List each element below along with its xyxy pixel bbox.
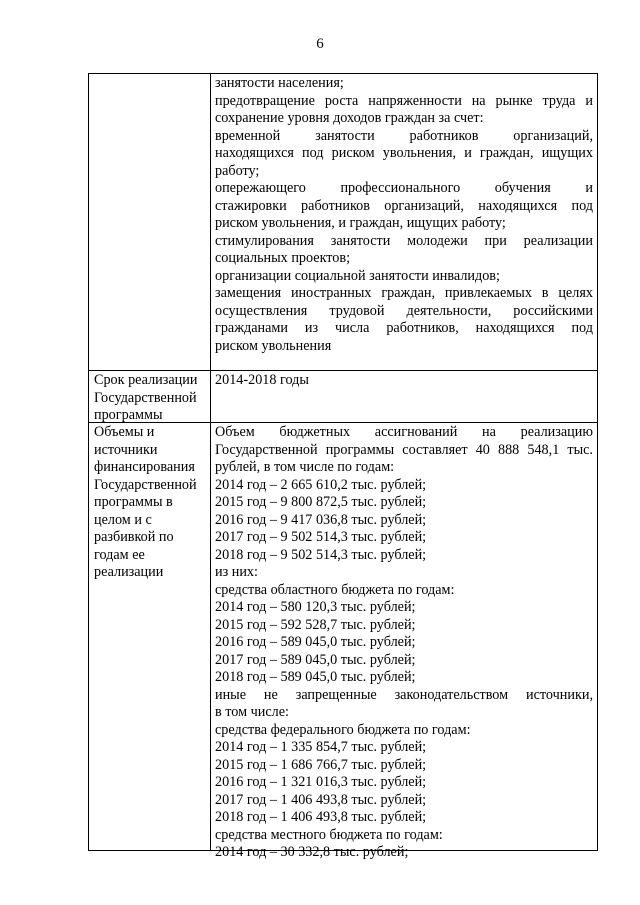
word: ищущих bbox=[541, 145, 593, 161]
word: временной bbox=[215, 127, 281, 144]
page-number: 6 bbox=[316, 36, 324, 52]
word: стимулирования bbox=[215, 232, 314, 249]
word: находящихся bbox=[475, 320, 555, 336]
word: составляет bbox=[402, 441, 468, 458]
word: гражданами bbox=[215, 320, 288, 336]
word: тыс. bbox=[567, 441, 593, 458]
word: не bbox=[263, 686, 278, 703]
word: трудовой bbox=[329, 302, 385, 319]
word: числа bbox=[335, 320, 370, 336]
text-line: риском увольнения bbox=[215, 337, 332, 354]
word: под bbox=[302, 145, 324, 161]
word: на bbox=[471, 92, 486, 109]
column-divider bbox=[210, 74, 211, 850]
label-line: разбивкой по bbox=[94, 529, 174, 545]
word: профессионального bbox=[340, 180, 461, 196]
text-line bbox=[215, 128, 593, 146]
row2-label-cell bbox=[94, 372, 209, 425]
text-line: сохранение уровня доходов граждан за счет: bbox=[215, 110, 484, 126]
word: работников, bbox=[386, 320, 459, 336]
passport-table bbox=[88, 73, 598, 860]
word: законодательством bbox=[394, 686, 509, 703]
label-line: целом и с bbox=[94, 511, 152, 528]
label-line: программы в bbox=[94, 494, 173, 510]
label-line: Срок реализации bbox=[94, 372, 198, 388]
text-line: 2014 год – 2 665 610,2 тыс. рублей; bbox=[215, 476, 427, 493]
word: граждан, bbox=[479, 145, 534, 161]
word: рынке bbox=[495, 92, 533, 109]
label-line: реализации bbox=[94, 564, 164, 580]
word: стажировки bbox=[215, 197, 287, 214]
text-line: 2015 год – 592 528,7 тыс. рублей; bbox=[215, 616, 416, 633]
text-line bbox=[215, 303, 593, 321]
word: роста bbox=[324, 92, 359, 109]
text-line bbox=[215, 687, 593, 705]
text-line bbox=[215, 198, 593, 216]
text-line: 2014-2018 годы bbox=[215, 372, 309, 388]
label-line: годам ее bbox=[94, 546, 145, 563]
text-line: из них: bbox=[215, 564, 258, 580]
text-line bbox=[215, 93, 593, 111]
text-line: 2017 год – 9 502 514,3 тыс. рублей; bbox=[215, 529, 427, 545]
word: организаций, bbox=[513, 127, 593, 144]
word: деятельности, bbox=[406, 302, 492, 319]
word: напряженности bbox=[368, 92, 462, 109]
text-line: 2016 год – 1 321 016,3 тыс. рублей; bbox=[215, 774, 427, 790]
word: в bbox=[541, 285, 549, 301]
word: и bbox=[464, 145, 472, 161]
word: запрещенные bbox=[295, 686, 377, 703]
text-line: организации социальной занятости инвалидов; bbox=[215, 267, 500, 284]
word: организаций, bbox=[384, 197, 464, 214]
text-line bbox=[215, 320, 593, 338]
word: обучения bbox=[494, 180, 551, 196]
text-line bbox=[215, 180, 593, 198]
row2-value-cell bbox=[215, 372, 593, 390]
text-line: 2017 год – 589 045,0 тыс. рублей; bbox=[215, 651, 416, 668]
row3-label-cell bbox=[94, 424, 209, 582]
word: находящихся bbox=[478, 197, 558, 214]
text-line: в том числе: bbox=[215, 704, 289, 720]
word: бюджетных bbox=[279, 424, 351, 440]
word: занятости bbox=[330, 232, 391, 249]
word: занятости bbox=[315, 127, 375, 144]
word: реализацию bbox=[520, 424, 593, 440]
word: Государственной bbox=[215, 441, 318, 458]
text-line: 2014 год – 1 335 854,7 тыс. рублей; bbox=[215, 739, 427, 755]
word: увольнения, bbox=[382, 145, 457, 161]
word: целях bbox=[558, 285, 593, 301]
word: находящихся bbox=[215, 145, 294, 161]
word: предотвращение bbox=[215, 92, 315, 109]
label-line: Государственной bbox=[94, 389, 197, 406]
word: граждан, bbox=[381, 285, 436, 301]
text-line bbox=[215, 233, 593, 251]
text-line bbox=[215, 442, 593, 460]
text-line: 2017 год – 1 406 493,8 тыс. рублей; bbox=[215, 791, 427, 808]
word: под bbox=[571, 320, 593, 336]
label-line: источники bbox=[94, 441, 158, 458]
label-line: Объемы и bbox=[94, 424, 155, 440]
word: Объем bbox=[215, 424, 255, 440]
word: 888 bbox=[497, 441, 520, 458]
text-line: 2018 год – 1 406 493,8 тыс. рублей; bbox=[215, 809, 427, 825]
row-divider bbox=[89, 370, 597, 371]
text-line: социальных проектов; bbox=[215, 250, 351, 266]
word: опережающего bbox=[215, 180, 306, 196]
word: привлекаемых bbox=[444, 285, 532, 301]
word: ассигнований bbox=[374, 424, 458, 440]
word: реализации bbox=[523, 232, 593, 249]
word: работников bbox=[409, 127, 479, 144]
text-line: средства федерального бюджета по годам: bbox=[215, 721, 471, 738]
text-line: 2015 год – 1 686 766,7 тыс. рублей; bbox=[215, 756, 427, 773]
text-line: риском увольнения, и граждан, ищущих работу; bbox=[215, 215, 506, 231]
text-line bbox=[215, 424, 593, 442]
text-line: работу; bbox=[215, 162, 260, 179]
text-line: 2018 год – 589 045,0 тыс. рублей; bbox=[215, 669, 416, 685]
text-line: 2016 год – 9 417 036,8 тыс. рублей; bbox=[215, 511, 427, 528]
word: программы bbox=[325, 441, 395, 458]
word: на bbox=[482, 424, 496, 440]
text-line: 2018 год – 9 502 514,3 тыс. рублей; bbox=[215, 546, 427, 563]
word: и bbox=[585, 92, 593, 109]
label-line: Государственной bbox=[94, 476, 197, 493]
text-line: 2015 год – 9 800 872,5 тыс. рублей; bbox=[215, 494, 427, 510]
word: и bbox=[585, 180, 593, 196]
text-line: занятости населения; bbox=[215, 75, 344, 91]
text-line bbox=[215, 285, 593, 303]
word: при bbox=[484, 232, 507, 249]
row3-value-cell bbox=[215, 424, 593, 862]
word: российскими bbox=[513, 302, 593, 319]
word: под bbox=[571, 197, 593, 214]
word: 40 bbox=[475, 441, 490, 458]
word: работников bbox=[301, 197, 370, 214]
word: источники, bbox=[526, 686, 593, 703]
text-line: 2014 год – 30 332,8 тыс. рублей; bbox=[215, 844, 409, 860]
text-line: рублей, в том числе по годам: bbox=[215, 459, 395, 475]
word: иностранных bbox=[290, 285, 372, 301]
word: 548,1 bbox=[527, 441, 560, 458]
text-line: 2014 год – 580 120,3 тыс. рублей; bbox=[215, 599, 416, 615]
row1-value-cell bbox=[215, 75, 593, 355]
word: из bbox=[304, 320, 319, 336]
word: труда bbox=[542, 92, 576, 109]
text-line bbox=[215, 145, 593, 163]
word: замещения bbox=[215, 285, 282, 301]
word: молодежи bbox=[407, 232, 468, 249]
word: осуществления bbox=[215, 302, 308, 319]
text-line: 2016 год – 589 045,0 тыс. рублей; bbox=[215, 634, 416, 650]
word: иные bbox=[215, 686, 247, 703]
label-line: финансирования bbox=[94, 459, 195, 475]
text-line: средства областного бюджета по годам: bbox=[215, 581, 455, 598]
text-line: средства местного бюджета по годам: bbox=[215, 826, 443, 843]
word: риском bbox=[331, 145, 375, 161]
label-line: программы bbox=[94, 407, 163, 423]
